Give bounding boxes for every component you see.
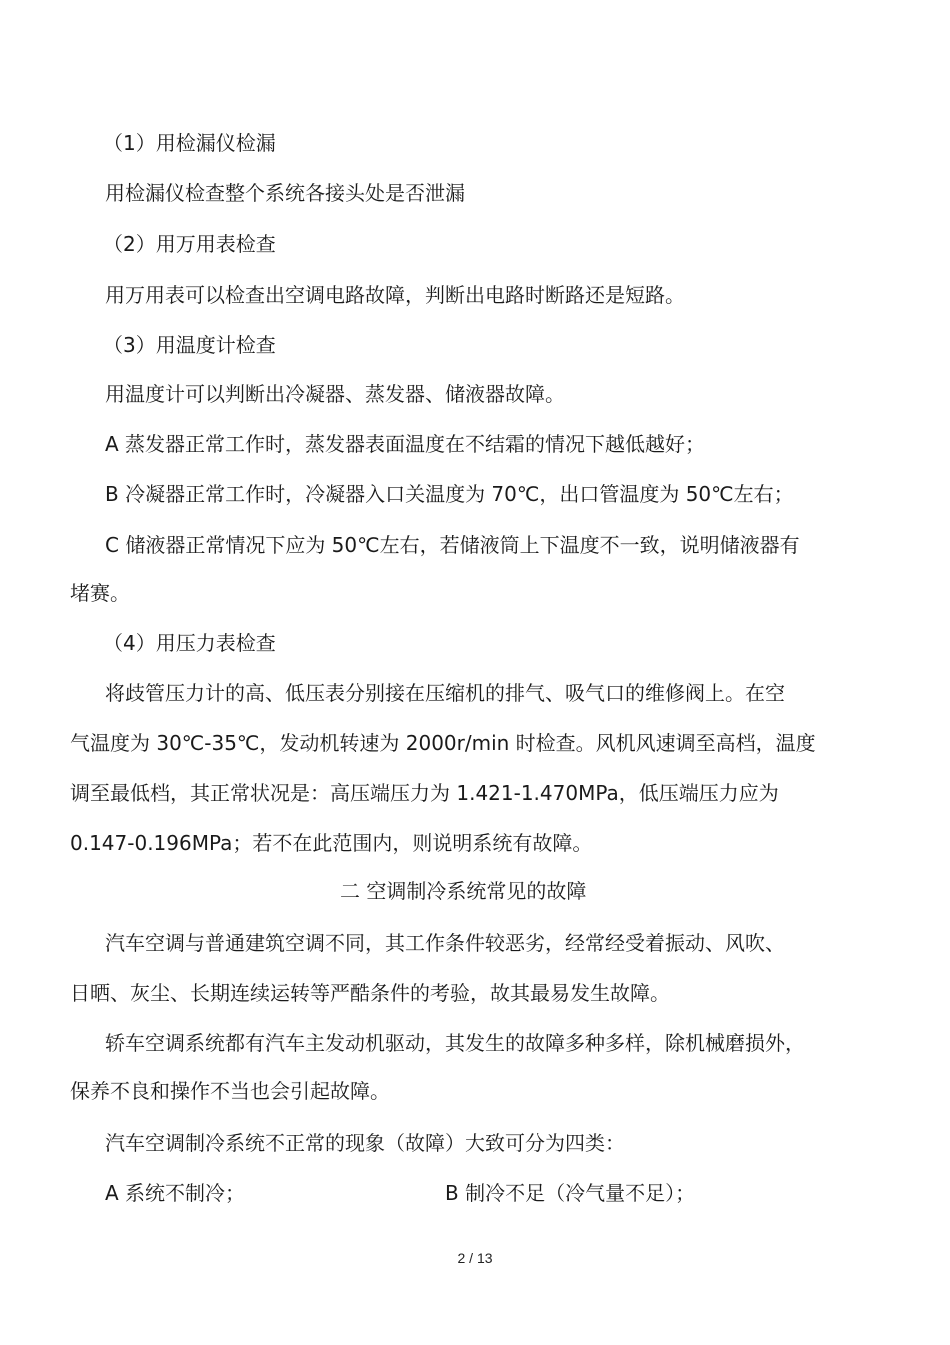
item-no-cooling: A 系统不制冷；: [105, 1181, 246, 1205]
paragraph-car-ac-line1: 轿车空调系统都有汽车主发动机驱动，其发生的故障多种多样，除机械磨损外，: [105, 1031, 805, 1055]
heading-leak-detector: （1）用检漏仪检漏: [103, 131, 276, 155]
paragraph-pressure-line2: 气温度为 30℃-35℃，发动机转速为 2000r/min 时检查。风机风速调至高档，温度: [70, 731, 816, 755]
paragraph-pressure-line4: 0.147-0.196MPa；若不在此范围内，则说明系统有故障。: [70, 831, 593, 855]
heading-thermometer: （3）用温度计检查: [103, 333, 276, 357]
paragraph-pressure-line3: 调至最低档，其正常状况是：高压端压力为 1.421-1.470MPa，低压端压力应为: [70, 781, 779, 805]
item-receiver-line1: C 储液器正常情况下应为 50℃左右，若储液筒上下温度不一致，说明储液器有: [105, 533, 800, 557]
paragraph-thermometer: 用温度计可以判断出冷凝器、蒸发器、储液器故障。: [105, 382, 565, 406]
paragraph-pressure-line1: 将歧管压力计的高、低压表分别接在压缩机的排气、吸气口的维修阀上。在空: [105, 681, 785, 705]
item-evaporator: A 蒸发器正常工作时，蒸发器表面温度在不结霜的情况下越低越好；: [105, 432, 706, 456]
paragraph-car-ac-line2: 保养不良和操作不当也会引起故障。: [70, 1079, 390, 1103]
heading-multimeter: （2）用万用表检查: [103, 232, 276, 256]
section-title-common-faults: 二 空调制冷系统常见的故障: [340, 879, 587, 903]
item-insufficient-cooling: B 制冷不足（冷气量不足）；: [445, 1181, 696, 1205]
page-number: 2 / 13: [457, 1250, 493, 1266]
paragraph-multimeter: 用万用表可以检查出空调电路故障，判断出电路时断路还是短路。: [105, 283, 685, 307]
paragraph-four-categories: 汽车空调制冷系统不正常的现象（故障）大致可分为四类：: [105, 1131, 625, 1155]
heading-pressure-gauge: （4）用压力表检查: [103, 631, 276, 655]
item-receiver-line2: 堵赛。: [70, 581, 130, 605]
paragraph-leak-detector: 用检漏仪检查整个系统各接头处是否泄漏: [105, 181, 465, 205]
paragraph-conditions-line1: 汽车空调与普通建筑空调不同，其工作条件较恶劣，经常经受着振动、风吹、: [105, 931, 785, 955]
item-condenser: B 冷凝器正常工作时，冷凝器入口关温度为 70℃，出口管温度为 50℃左右；: [105, 482, 794, 506]
paragraph-conditions-line2: 日晒、灰尘、长期连续运转等严酷条件的考验，故其最易发生故障。: [70, 981, 670, 1005]
